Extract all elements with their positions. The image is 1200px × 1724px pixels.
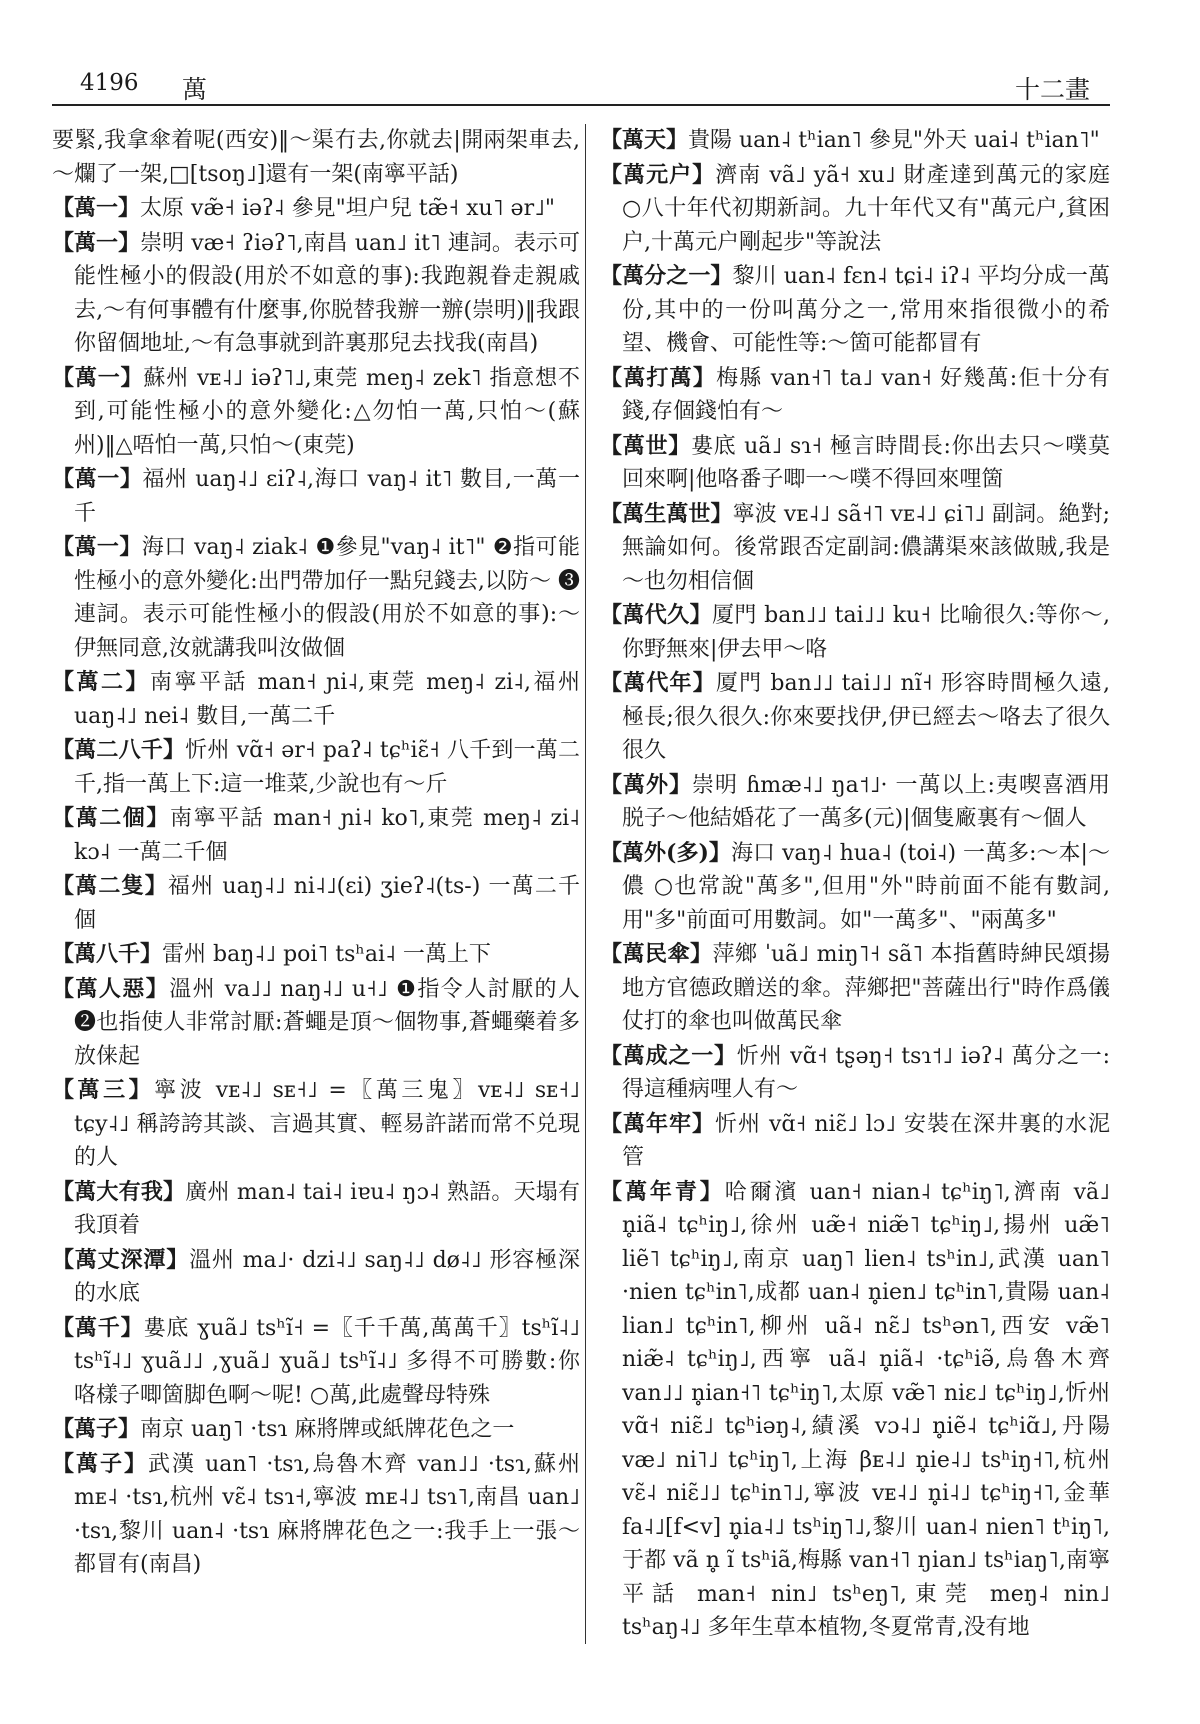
dictionary-entry: [600, 362, 1110, 429]
dictionary-entry: [52, 1312, 580, 1413]
entry-text: 厦門 ban˩˩ tai˩˩ ku˧ 比喻很久:等你～,你野無來|伊去甲～咯: [622, 603, 1110, 662]
entry-headword: 【萬人惡】: [52, 975, 170, 1002]
dictionary-entry: [600, 938, 1110, 1039]
entry-text: 婁底 uã˩ sɿ˧ 極言時間長:你出去只～噗莫回來啊|他咯番子唧一～噗不得回來哩箇: [622, 433, 1110, 492]
entry-text: 萍鄉 ˈuã˩ miŋ˥˧ sã˥ 本指舊時紳民頌揚地方官德政贈送的傘。萍鄉把"菩薩出行"時作爲儀仗打的傘也叫做萬民傘: [622, 942, 1110, 1034]
dictionary-entry: [600, 599, 1110, 666]
dictionary-entry: [600, 1108, 1110, 1175]
entry-headword: 【萬分之一】: [600, 263, 733, 289]
entry-headword: 【萬一】: [52, 364, 144, 391]
entry-headword: 【萬一】: [52, 534, 142, 560]
entry-text: 忻州 vɑ̃˧ ər˧ paʔ˨ tɕʰiɛ̃˧ 八千到一萬二千,指一萬上下:這一堆菜,少說也有～斤: [74, 738, 580, 797]
entry-headword: 【萬子】: [52, 1416, 141, 1442]
entry-headword: 【萬二隻】: [52, 873, 168, 899]
entry-headword: 【萬世】: [600, 432, 691, 459]
dictionary-entry: [52, 124, 580, 191]
dictionary-entry: [52, 870, 580, 937]
entry-text: 溫州 va˩˩ naŋ˨˩ u˧˩ ❶指令人討厭的人 ❷也指使人非常討厭:蒼蠅是頂～個物事,蒼蠅藥着多放俫起: [74, 976, 580, 1069]
entry-text: 武漢 uan˥ ·tsɿ,烏魯木齊 van˩˩ ·tsɿ,蘇州 mᴇ˨ ·tsɿ,杭州 vɛ̃˨ tsɿ˧,寧波 mᴇ˨˩ tsɿ˥,南昌 uan˩ ·tsɿ,黎川 uan˨ ·tsɿ 麻將牌花色之一:我手上一張～都冒有(南昌): [74, 1451, 580, 1577]
entry-headword: 【萬年牢】: [600, 1110, 715, 1137]
entry-headword: 【萬千】: [52, 1314, 144, 1341]
entry-text: 忻州 vɑ̃˧ tʂəŋ˧ tsɿ˦˩ iəʔ˨ 萬分之一:得這種病哩人有～: [622, 1043, 1110, 1102]
page-number: 4196: [80, 70, 139, 96]
left-column: [52, 124, 580, 1724]
dictionary-entry: [600, 260, 1110, 361]
dictionary-entry: [600, 159, 1110, 260]
entry-text: 崇明 væ˧ ʔiəʔ˥,南昌 uan˩ it˥ 連詞。表示可能性極小的假設(用於不如意的事):我跑親眷走親戚去,～有何事體有什麼事,你脱替我辦一辦(崇明)‖我跟你留個地址,～有急事就到許裏那兒去找我(南昌): [74, 230, 580, 356]
entry-headword: 【萬一】: [52, 466, 143, 492]
entry-headword: 【萬二八千】: [52, 737, 186, 763]
dictionary-entry: [600, 769, 1110, 836]
entry-text: 忻州 vɑ̃˧ niɛ̃˩ lɔ˩ 安裝在深井裏的水泥管: [622, 1111, 1110, 1170]
entry-text: 黎川 uan˨ fɛn˨ tɕi˨ iʔ˨ 平均分成一萬份,其中的一份叫萬分之一,常用來指很微小的希望、機會、可能性等:～箇可能都冒有: [622, 264, 1110, 356]
dictionary-entry: [600, 430, 1110, 497]
dictionary-entry: [600, 1176, 1110, 1645]
dictionary-entry: [52, 1448, 580, 1582]
right-column: [600, 124, 1110, 1724]
entry-text: 南京 uaŋ˥ ·tsɿ 麻將牌或紙牌花色之一: [140, 1417, 515, 1442]
entry-text: 婁底 ɣuã˩ tsʰĩ˧ =〖千千萬,萬萬千〗tsʰĩ˨˩ tsʰĩ˨˩ ɣuã˩˩ ,ɣuã˩ ɣuã˩ tsʰĩ˨˩ 多得不可勝數:你咯樣子唧箇脚色啊～呢! ○萬,此處聲母特殊: [74, 1315, 580, 1408]
dictionary-entry: [52, 666, 580, 733]
dictionary-entry: [52, 192, 580, 226]
entry-headword: 【萬三】: [52, 1077, 155, 1103]
entry-text: 太原 væ̃˧ iəʔ˨ 參見"坦户兒 tæ̃˧ xu˥ ər˩": [140, 196, 556, 221]
dictionary-entry: [52, 1176, 580, 1243]
entry-text: 崇明 ɦmæ˨˩ ŋa˦˩· 一萬以上:夷喫喜酒用脱子～他結婚花了一萬多(元)|個隻廠裏有～個人: [622, 772, 1110, 831]
entry-text: 貴陽 uan˨ tʰian˥ 參見"外天 uai˨ tʰian˥": [688, 128, 1100, 153]
entry-text: 寧波 vᴇ˨˩ sᴇ˧˩ =〖萬三鬼〗vᴇ˨˩ sᴇ˧˩ tɕy˨˩ 稱誇誇其談、言過其實、輕易許諾而常不兑現的人: [74, 1078, 580, 1170]
dictionary-entry: [52, 362, 580, 463]
dictionary-entry: [600, 498, 1110, 599]
dictionary-entry: [52, 938, 580, 972]
dictionary-entry: [52, 1413, 580, 1447]
entry-text: 南寧平話 man˧ ɲi˨,東莞 meŋ˨ zi˨,福州 uaŋ˨˩ nei˨ 數目,一萬二千: [74, 670, 580, 729]
entry-text: 寧波 vᴇ˨˩ sã˧˥ vᴇ˨˩ ɕi˥˩ 副詞。絶對;無論如何。後常跟否定副詞:儂講渠來該做賊,我是～也勿相信個: [622, 501, 1110, 594]
dictionary-entry: [600, 1040, 1110, 1107]
entry-headword: 【萬一】: [52, 195, 141, 221]
page-header: [52, 62, 1110, 106]
dictionary-entry: [600, 124, 1110, 158]
dictionary-entry: [600, 837, 1110, 938]
entry-text: 福州 uaŋ˨˩ ni˨˩(ɛi) ʒieʔ˨(ts-) 一萬二千個: [74, 874, 580, 933]
entry-text: 廣州 man˨ tai˨ iɐu˨ ŋɔ˨ 熟語。天塌有我頂着: [74, 1179, 580, 1238]
dictionary-entry: [52, 1074, 580, 1175]
entry-text: 雷州 baŋ˨˩ poi˥ tsʰai˨ 一萬上下: [162, 942, 491, 967]
entry-headword: 【萬代年】: [600, 670, 716, 696]
entry-text: 蘇州 vᴇ˨˩ iəʔ˥˩,東莞 meŋ˨ zek˥ 指意想不到,可能性極小的意外變化:△勿怕一萬,只怕～(蘇州)‖△唔怕一萬,只怕～(東莞): [74, 365, 580, 458]
dictionary-entry: [52, 227, 580, 361]
entry-headword: 【萬民傘】: [600, 941, 713, 967]
entry-headword: 【萬二個】: [52, 805, 170, 831]
head-character: 萬: [182, 75, 208, 104]
entry-text: 海口 vaŋ˨ ziak˨ ❶參見"vaŋ˨ it˥" ❷指可能性極小的意外變化:出門帶加仔一點兒錢去,以防～ ❸連詞。表示可能性極小的假設(用於不如意的事):～伊無同意,汝就講我叫汝做個: [74, 535, 580, 661]
entry-headword: 【萬代久】: [600, 602, 712, 628]
entry-text: 南寧平話 man˧ ɲi˨ ko˥,東莞 meŋ˨ zi˨ kɔ˨ 一萬二千個: [74, 806, 580, 865]
entry-text: 厦門 ban˩˩ tai˩˩ nĩ˧ 形容時間極久遠,極長;很久很久:你來要找伊,伊已經去～咯去了很久很久: [622, 671, 1110, 763]
entry-headword: 【萬年青】: [600, 1178, 725, 1205]
entry-headword: 【萬打萬】: [600, 364, 717, 391]
dictionary-entry: [52, 973, 580, 1074]
entry-headword: 【萬一】: [52, 229, 141, 256]
entry-headword: 【萬外】: [600, 771, 693, 798]
entry-headword: 【萬天】: [600, 127, 689, 153]
entry-text: 濟南 vã˩ yã˧ xu˩ 財產達到萬元的家庭 ○八十年代初期新詞。九十年代又有"萬元户,貧困户,十萬元户剛起步"等說法: [622, 162, 1110, 255]
entry-headword: 【萬成之一】: [600, 1042, 737, 1069]
entry-headword: 【萬大有我】: [52, 1178, 186, 1205]
entry-headword: 【萬外(多)】: [600, 839, 731, 866]
entry-text: 哈爾濱 uan˧ nian˨ tɕʰiŋ˥,濟南 vã˩ n̥iã˨ tɕʰiŋ˩,徐州 uæ̃˧ niæ̃˥ tɕʰiŋ˩,揚州 uæ̃˥ liẽ˥ tɕʰiŋ˩,南京 uaŋ˥ lien˨ tsʰin˩,武漢 uan˥ ·nien tɕʰin˥,成都 uan˨ n̥ien˩ tɕʰin˥,貴陽 uan˨ lian˩ tɕʰin˥,柳州 uã˨ nɛ̃˩ tsʰən˥,西安 væ̃˥ niæ̃˨ tɕʰiŋ˩,西寧 uã˨ n̥iã˨ ·tɕʰiə̃,烏魯木齊 van˩˩ n̥ian˧˥ tɕʰiŋ˥,太原 væ̃˥ niɛ˩ tɕʰiŋ˩,忻州 vɑ̃˧ niɛ̃˩ tɕʰiəŋ˨,績溪 vɔ˨˩ n̥iẽ˨ tɕʰiɑ̃˩,丹陽 væ˩ ni˥˩ tɕʰiŋ˥,上海 βᴇ˨˩ n̥ie˨˩ tsʰiŋ˧˥,杭州 vɛ̃˨ niɛ̃˩˩ tɕʰin˥˩,寧波 vᴇ˨˩ n̥i˨˩ tɕʰiŋ˧˥,金華 fa˨˩[f<v] n̥ia˨˩ tsʰiŋ˥˩,黎川 uan˨ nien˥ tʰiŋ˥,于都 vã n̥ ĩ tsʰiã,梅縣 van˧˥ ŋian˩ tsʰiaŋ˥,南寧平話 man˧ nin˩ tsʰeŋ˥,東莞 meŋ˨ nin˩ tsʰaŋ˨˩ 多年生草本植物,冬夏常青,没有地: [622, 1179, 1110, 1640]
entry-text: 梅縣 van˧˥ ta˩ van˧ 好幾萬:佢十分有錢,存個錢怕有～: [622, 365, 1110, 424]
header-rule: [52, 104, 1110, 106]
entry-headword: 【萬二】: [52, 669, 151, 695]
entry-headword: 【萬生萬世】: [600, 500, 733, 527]
dictionary-entry: [52, 734, 580, 801]
entry-headword: 【萬子】: [52, 1450, 149, 1477]
entry-text: 福州 uaŋ˨˩ ɛiʔ˨,海口 vaŋ˨ it˥ 數目,一萬一千: [74, 467, 580, 526]
dictionary-entry: [600, 667, 1110, 768]
entry-headword: 【萬八千】: [52, 941, 163, 967]
entry-headword: 【萬丈深潭】: [52, 1246, 190, 1273]
entry-text: 溫州 ma˩· dzi˨˩ saŋ˨˩ dø˨˩ 形容極深的水底: [74, 1247, 580, 1306]
dictionary-entry: [52, 531, 580, 665]
entry-text: 海口 vaŋ˨ hua˨ (toi˨) 一萬多:～本|～儂 ○也常說"萬多",但用"外"時前面不能有數詞,用"多"前面可用數詞。如"一萬多"、"兩萬多": [622, 840, 1110, 933]
column-divider: [585, 124, 586, 1644]
dictionary-entry: [52, 463, 580, 530]
section-label: 十二畫: [1014, 75, 1090, 104]
entry-text: 要緊,我拿傘着呢(西安)‖～渠冇去,你就去|開兩架車去,～爛了一架,□[tsoŋ˩]還有一架(南寧平話): [52, 128, 580, 187]
dictionary-entry: [52, 802, 580, 869]
entry-headword: 【萬元户】: [600, 161, 716, 188]
dictionary-entry: [52, 1244, 580, 1311]
